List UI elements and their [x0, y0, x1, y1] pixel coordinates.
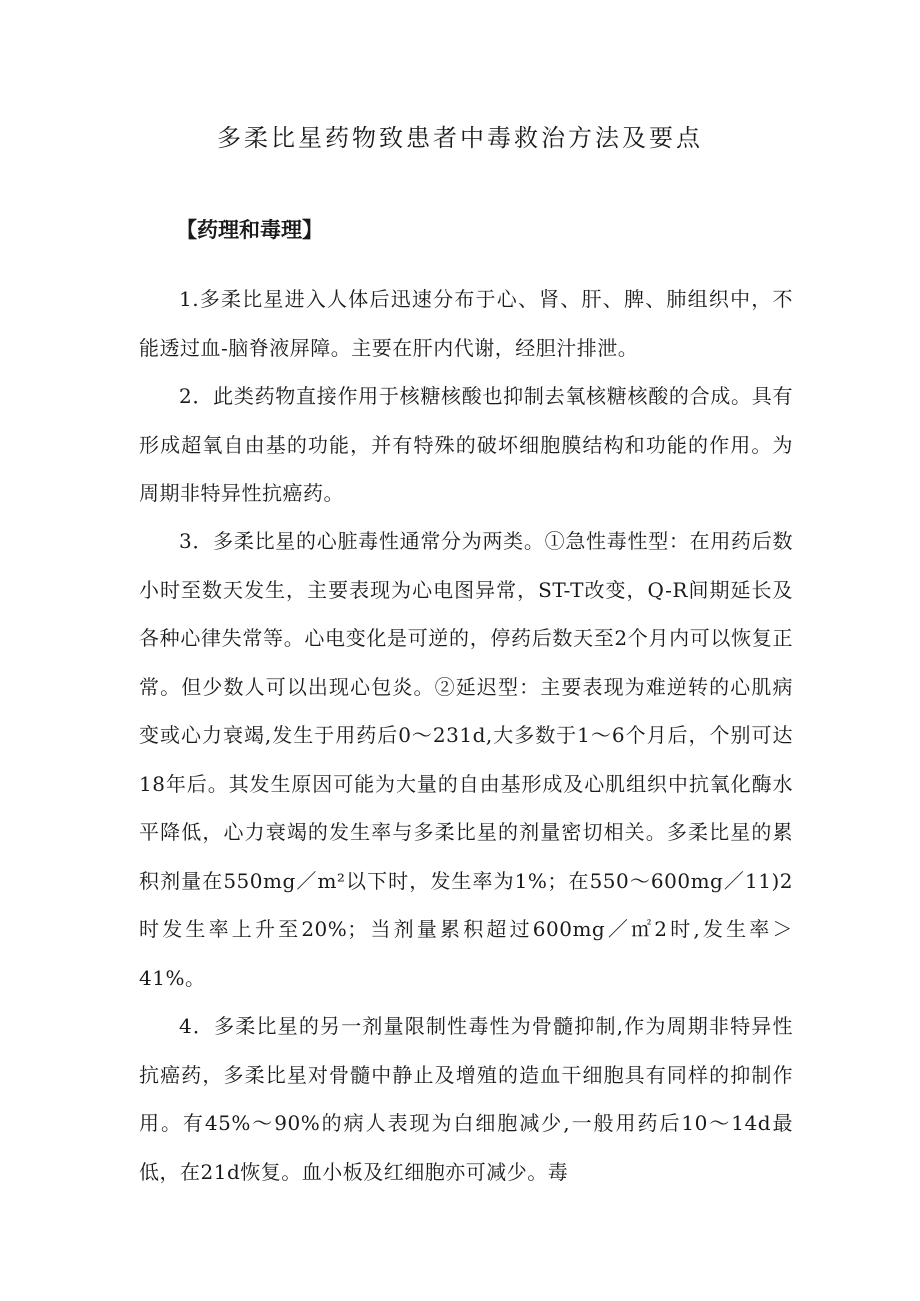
paragraph-3: 3．多柔比星的心脏毒性通常分为两类。①急性毒性型：在用药后数小时至数天发生，主要表现为心电图异常，ST-T改变，Q-R间期延长及各种心律失常等。心电变化是可逆的，停药后数天至2个月内可以恢复正常。但少数人可以出现心包炎。②延迟型：主要表现为难逆转的心肌病变或心力衰竭,发生于用药后0～231d,大多数于1～6个月后，个别可达18年后。其发生原因可能为大量的自由基形成及心肌组织中抗氧化酶水平降低，心力衰竭的发生率与多柔比星的剂量密切相关。多柔比星的累积剂量在550mg／m²以下时，发生率为1%；在550～600mg／11)2时发生率上升至20%；当剂量累积超过600mg／㎡2时,发生率＞41%。 [139, 529, 793, 990]
paragraph-1: 1.多柔比星进入人体后迅速分布于心、肾、肝、脾、肺组织中，不能透过血-脑脊液屏障。主要在肝内代谢，经胆汁排泄。 [139, 287, 793, 360]
paragraph-2: 2．此类药物直接作用于核糖核酸也抑制去氧核糖核酸的合成。具有形成超氧自由基的功能，并有特殊的破坏细胞膜结构和功能的作用。为周期非特异性抗癌药。 [139, 384, 793, 505]
section-heading: 【药理和毒理】 [176, 217, 323, 242]
document-title: 多柔比星药物致患者中毒救治方法及要点 [217, 124, 703, 152]
paragraph-4: 4．多柔比星的另一剂量限制性毒性为骨髓抑制,作为周期非特异性抗癌药，多柔比星对骨髓中静止及增殖的造血干细胞具有同样的抑制作用。有45%～90%的病人表现为白细胞减少,一般用药后10～14d最低，在21d恢复。血小板及红细胞亦可减少。毒 [139, 1014, 793, 1184]
